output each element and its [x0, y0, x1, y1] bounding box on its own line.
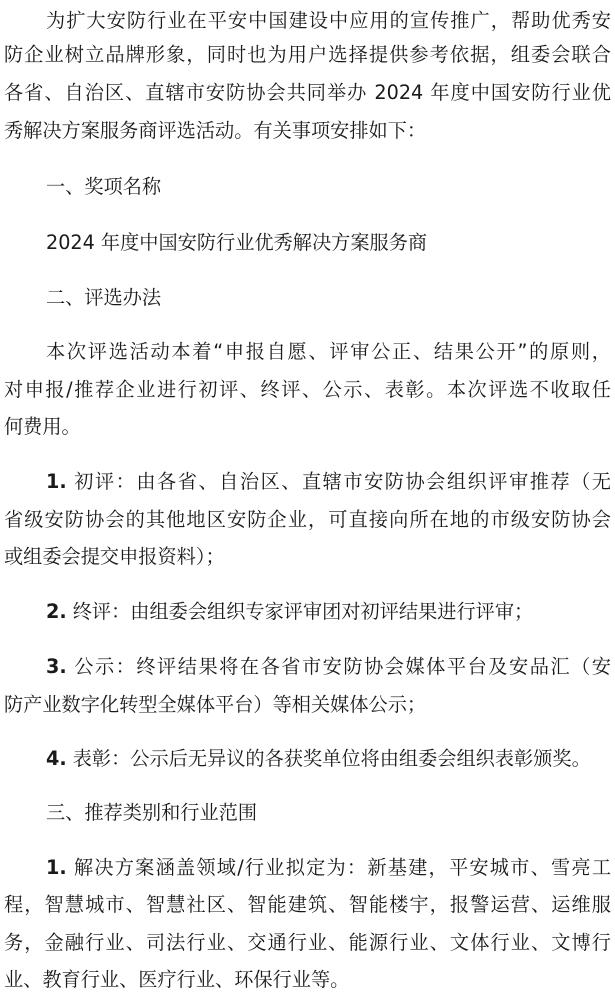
item3-number: 3. [46, 655, 67, 678]
section2-intro-line-3: 何费用。 [4, 415, 81, 438]
intro-line-3: 各省、自治区、直辖市安防协会共同举办 2024 年度中国安防行业优 [4, 81, 611, 104]
section3-item1-text: 解决方案涵盖领域/行业拟定为：新基建，平安城市、雪亮工 [66, 856, 611, 879]
section2-intro-line-2: 对申报/推荐企业进行初评、终评、公示、表彰。本次评选不收取任 [4, 378, 611, 401]
item3-line-1 [4, 654, 611, 679]
intro-line-4: 秀解决方案服务商评选活动。有关事项安排如下： [4, 119, 427, 142]
item4-text: 表彰：公示后无异议的各获奖单位将由组委会组织表彰颁奖。 [66, 747, 591, 770]
item2-text: 终评：由组委会组织专家评审团对初评结果进行评审； [66, 600, 534, 623]
item1-number: 1. [46, 470, 67, 493]
section3-item1-line-4: 业、教育行业、医疗行业、环保行业等。 [4, 968, 350, 991]
item1-line-1 [4, 469, 611, 494]
section3-item1-line-3: 务，金融行业、司法行业、交通行业、能源行业、文体行业、文博行 [4, 931, 611, 954]
item1-line-2: 省级安防协会的其他地区安防企业，可直接向所在地的市级安防协会 [4, 508, 611, 531]
item2-number: 2. [46, 600, 67, 623]
item3-line-2: 防产业数字化转型全媒体平台）等相关媒体公示； [4, 693, 427, 716]
section3-item1-line-2: 程，智慧城市、智慧社区、智能建筑、智能楼宇，报警运营、运维服 [4, 893, 611, 916]
section2-intro-line-1: 本次评选活动本着“申报自愿、评审公正、结果公开”的原则， [46, 340, 611, 363]
item1-text: 初评：由各省、自治区、直辖市安防协会组织评审推荐（无 [66, 470, 611, 493]
section2-heading: 二、评选办法 [46, 286, 162, 309]
item1-line-3: 或组委会提交申报资料）； [4, 545, 225, 568]
item3-text: 公示：终评结果将在各省市安防协会媒体平台及安品汇（安 [66, 655, 611, 678]
award-name: 2024 年度中国安防行业优秀解决方案服务商 [46, 231, 428, 254]
intro-line-2: 防企业树立品牌形象，同时也为用户选择提供参考依据，组委会联合 [4, 43, 611, 66]
section3-item1-number: 1. [46, 856, 67, 879]
section3-item1-line-1 [4, 855, 611, 880]
section3-heading: 三、推荐类别和行业范围 [46, 801, 258, 824]
intro-line-1: 为扩大安防行业在平安中国建设中应用的宣传推广，帮助优秀安 [46, 9, 611, 32]
section1-heading: 一、奖项名称 [46, 175, 162, 198]
item4-number: 4. [46, 747, 67, 770]
item4-line [4, 746, 611, 771]
item2-line [4, 599, 611, 624]
